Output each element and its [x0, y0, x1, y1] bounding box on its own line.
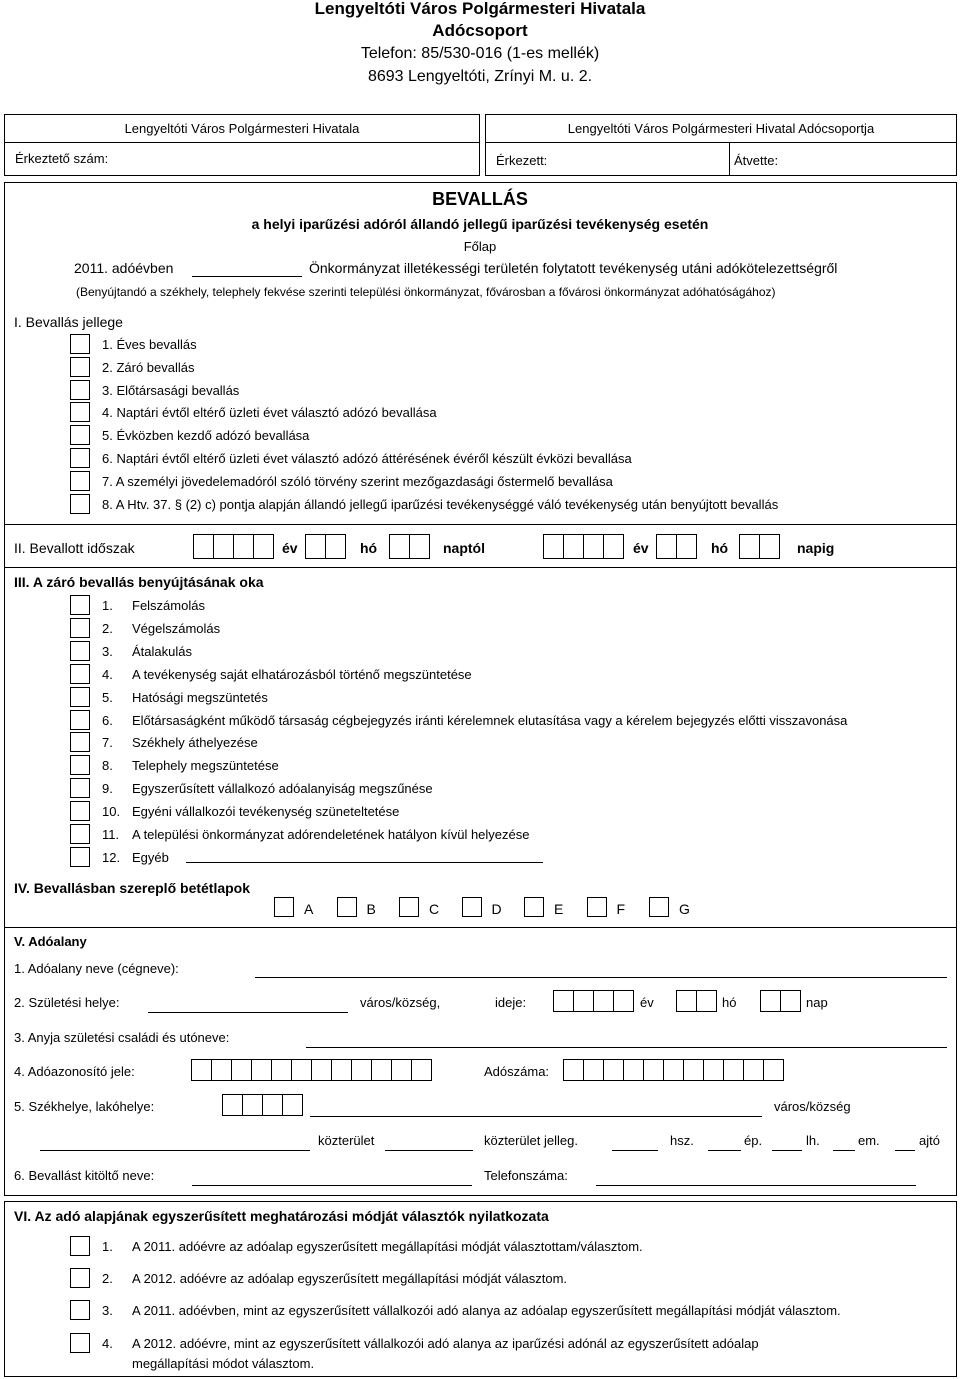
period-from-day-cells[interactable]	[389, 534, 429, 559]
attachment-sheet-label: F	[616, 901, 626, 917]
section3-title: III. A záró bevallás benyújtásának oka	[14, 574, 264, 590]
tax-year-label: 2011. adóévben	[74, 260, 174, 276]
closing-reason-checkbox[interactable]	[70, 824, 90, 844]
birth-day-label: nap	[806, 995, 828, 1010]
section6-title: VI. Az adó alapjának egyszerűsített meghatározási módját választók nyilatkozata	[14, 1208, 549, 1224]
closing-reason-number: 8.	[102, 758, 113, 774]
closing-reason-number: 3.	[102, 643, 113, 659]
closing-reason-label: Átalakulás	[132, 643, 192, 659]
declaration-type-checkbox[interactable]	[70, 425, 90, 445]
floor-field[interactable]	[833, 1150, 855, 1151]
phone-label: Telefonszáma:	[484, 1168, 568, 1183]
declaration-type-label: 1. Éves bevallás	[102, 337, 197, 352]
period-to-year-cells[interactable]	[543, 534, 623, 559]
birthdate-label: ideje:	[495, 995, 527, 1010]
birth-year-cells[interactable]	[553, 990, 633, 1012]
attachment-sheet-label: A	[304, 901, 314, 917]
simplified-method-checkbox[interactable]	[70, 1268, 90, 1288]
closing-reason-label: Előtársaságként működő társaság cégbejegyzés iránti kérelemnek elutasítása vagy a kérelem bejegyzés előtti visszavonása	[132, 712, 848, 728]
form-subtitle: a helyi iparűzési adóról állandó jellegű iparűzési tevékenység esetén	[251, 216, 709, 232]
simplified-method-label: A 2011. adóévre az adóalap egyszerűsített megállapítási módját választottam/választom.	[132, 1239, 643, 1254]
mother-name-label: 3. Anyja születési családi és utóneve:	[14, 1030, 230, 1045]
staircase-field[interactable]	[772, 1150, 802, 1151]
birthplace-label: 2. Születési helye:	[14, 995, 120, 1010]
floor-label: em.	[858, 1133, 880, 1148]
closing-reason-number: 7.	[102, 735, 113, 751]
declaration-type-checkbox[interactable]	[70, 494, 90, 514]
declaration-type-checkbox[interactable]	[70, 334, 90, 354]
door-field[interactable]	[895, 1150, 915, 1151]
attachment-sheet-label: C	[429, 901, 440, 917]
section2-title: II. Bevallott időszak	[14, 540, 135, 556]
office-department: Adócsoport	[432, 21, 528, 40]
closing-reason-checkbox[interactable]	[70, 618, 90, 638]
simplified-method-number: 3.	[102, 1303, 113, 1318]
declaration-type-label: 4. Naptári évtől eltérő üzleti évet választó adózó bevallása	[102, 405, 437, 421]
simplified-method-checkbox[interactable]	[70, 1333, 90, 1353]
filler-name-field[interactable]	[192, 1185, 472, 1186]
closing-reason-checkbox[interactable]	[70, 710, 90, 730]
simplified-method-label: A 2012. adóévre, mint az egyszerűsített vállalkozói adó alanya az iparűzési adónál az egyszerűsített adóalap	[132, 1336, 759, 1351]
tax-number-cells[interactable]	[563, 1059, 783, 1081]
declaration-type-checkbox[interactable]	[70, 448, 90, 468]
attachment-sheet-checkbox[interactable]	[399, 897, 419, 917]
closing-reason-checkbox[interactable]	[70, 732, 90, 752]
closing-reason-checkbox[interactable]	[70, 778, 90, 798]
taxpayer-name-field[interactable]	[255, 977, 947, 978]
closing-reason-checkbox[interactable]	[70, 801, 90, 821]
postal-code-cells[interactable]	[222, 1094, 302, 1116]
tax-year-description: Önkormányzat illetékességi területén folytatott tevékenység utáni adókötelezettségről	[309, 260, 838, 276]
period-to-day-cells[interactable]	[739, 534, 779, 559]
birthplace-field[interactable]	[148, 1012, 348, 1013]
attachment-sheet-checkbox[interactable]	[649, 897, 669, 917]
seat-city-field[interactable]	[310, 1116, 762, 1117]
street-field[interactable]	[40, 1150, 310, 1151]
stamp-left-title: Lengyeltóti Város Polgármesteri Hivatala	[5, 115, 479, 143]
period-from-day-label: naptól	[443, 540, 485, 556]
closing-reason-label: Felszámolás	[132, 598, 205, 613]
attachment-sheet-checkbox[interactable]	[587, 897, 607, 917]
street-type-field[interactable]	[385, 1150, 473, 1151]
simplified-method-label: megállapítási módot választom.	[132, 1356, 315, 1371]
other-reason-field[interactable]	[186, 862, 543, 863]
building-label: ép.	[744, 1133, 763, 1148]
period-from-month-label: hó	[360, 540, 378, 556]
period-to-year-label: év	[633, 540, 649, 556]
period-to-month-cells[interactable]	[656, 534, 696, 559]
attachment-sheet-label: D	[491, 901, 502, 917]
closing-reason-label: Telephely megszüntetése	[132, 758, 279, 774]
form-sheet-name: Főlap	[463, 239, 497, 254]
street-type-label: közterület jelleg.	[484, 1133, 578, 1148]
seat-label: 5. Székhelye, lakóhelye:	[14, 1099, 155, 1114]
closing-reason-checkbox[interactable]	[70, 641, 90, 661]
closing-reason-checkbox[interactable]	[70, 664, 90, 684]
closing-reason-number: 11.	[102, 827, 120, 842]
section4-title: IV. Bevallásban szereplő betétlapok	[14, 880, 251, 896]
attachment-sheet-label: E	[554, 901, 564, 917]
closing-reason-label: Egyszerűsített vállalkozó adóalanyiság megszűnése	[132, 781, 433, 797]
closing-reason-label: Egyéb	[132, 849, 169, 865]
staircase-label: lh.	[806, 1133, 820, 1148]
mother-name-field[interactable]	[306, 1047, 947, 1048]
declaration-type-checkbox[interactable]	[70, 471, 90, 491]
declaration-type-label: 7. A személyi jövedelemadóról szóló törvény szerint mezőgazdasági őstermelő bevallása	[102, 473, 613, 489]
simplified-method-number: 4.	[102, 1336, 113, 1351]
closing-reason-label: Székhely áthelyezése	[132, 735, 258, 751]
taxpayer-name-label: 1. Adóalany neve (cégneve):	[14, 961, 179, 976]
simplified-method-checkbox[interactable]	[70, 1236, 90, 1256]
declaration-type-label: 6. Naptári évtől eltérő üzleti évet választó adózó áttérésének évéről készült évközi bevallása	[102, 451, 632, 466]
attachment-sheet-checkbox[interactable]	[337, 897, 357, 917]
closing-reason-number: 10.	[102, 804, 121, 820]
taken-label: Átvette:	[734, 153, 779, 168]
attachment-sheet-checkbox[interactable]	[524, 897, 544, 917]
declaration-type-label: 5. Évközben kezdő adózó bevallása	[102, 428, 310, 444]
closing-reason-number: 2.	[102, 620, 113, 636]
section5-title: V. Adóalany	[14, 934, 87, 949]
stamp-left-box	[4, 114, 480, 176]
form-title: BEVALLÁS	[432, 189, 528, 209]
simplified-method-checkbox[interactable]	[70, 1300, 90, 1320]
closing-reason-checkbox[interactable]	[70, 595, 90, 615]
closing-reason-number: 6.	[102, 712, 113, 728]
street-label: közterület	[318, 1133, 375, 1148]
section1-title: I. Bevallás jellege	[14, 314, 123, 330]
received-label: Érkezett:	[496, 153, 548, 168]
closing-reason-label: Egyéni vállalkozói tevékenység szüneteltetése	[132, 804, 400, 820]
closing-reason-label: A tevékenység saját elhatározásból történő megszüntetése	[132, 666, 472, 682]
closing-reason-label: Hatósági megszüntetés	[132, 689, 268, 705]
submission-note: (Benyújtandó a székhely, telephely fekvése szerinti települési önkormányzat, fővárosban a fővárosi önkormányzat adóhatóságához)	[76, 285, 776, 299]
phone-field[interactable]	[596, 1185, 916, 1186]
simplified-method-label: A 2012. adóévre az adóalap egyszerűsített megállapítási módját választom.	[132, 1271, 568, 1286]
birthplace-city-label: város/község,	[360, 995, 441, 1010]
birth-day-cells[interactable]	[760, 990, 800, 1012]
office-address: 8693 Lengyeltóti, Zrínyi M. u. 2.	[367, 68, 593, 85]
closing-reason-number: 12.	[102, 849, 121, 865]
birth-year-label: év	[640, 995, 654, 1010]
seat-city-label: város/község	[774, 1099, 851, 1114]
simplified-method-number: 2.	[102, 1271, 113, 1286]
declaration-type-checkbox[interactable]	[70, 357, 90, 377]
attachment-sheet-checkbox[interactable]	[274, 897, 294, 917]
building-field[interactable]	[708, 1150, 741, 1151]
declaration-type-label: 2. Záró bevallás	[102, 359, 195, 375]
stamp-right-box	[485, 114, 957, 176]
filler-name-label: 6. Bevallást kitöltő neve:	[14, 1168, 155, 1183]
closing-reason-checkbox[interactable]	[70, 755, 90, 775]
simplified-method-number: 1.	[102, 1239, 113, 1254]
closing-reason-checkbox[interactable]	[70, 847, 90, 867]
declaration-type-checkbox[interactable]	[70, 402, 90, 422]
period-from-year-cells[interactable]	[193, 534, 273, 559]
birth-month-label: hó	[722, 995, 737, 1010]
closing-reason-number: 9.	[102, 781, 113, 797]
closing-reason-checkbox[interactable]	[70, 687, 90, 707]
tax-id-cells[interactable]	[191, 1059, 431, 1081]
closing-reason-label: Végelszámolás	[132, 620, 221, 636]
office-name: Lengyeltóti Város Polgármesteri Hivatala	[314, 0, 646, 18]
house-number-label: hsz.	[670, 1133, 694, 1148]
house-number-field[interactable]	[612, 1150, 658, 1151]
declaration-type-label: 3. Előtársasági bevallás	[102, 382, 240, 398]
door-label: ajtó	[919, 1133, 940, 1148]
birth-month-cells[interactable]	[676, 990, 716, 1012]
office-phone: Telefon: 85/530-016 (1-es mellék)	[360, 45, 600, 62]
declaration-type-label: 8. A Htv. 37. § (2) c) pontja alapján állandó jellegű iparűzési tevékenységgé váló tevékenység után benyújtott bevallás	[102, 496, 779, 512]
declaration-type-checkbox[interactable]	[70, 380, 90, 400]
tax-number-label: Adószáma:	[484, 1064, 550, 1079]
attachment-sheet-checkbox[interactable]	[462, 897, 482, 917]
filing-number-label: Érkeztető szám:	[15, 151, 109, 166]
closing-reason-label: A települési önkormányzat adórendeletének hatályon kívül helyezése	[132, 827, 530, 842]
attachment-sheet-label: B	[366, 901, 376, 917]
stamp-right-title: Lengyeltóti Város Polgármesteri Hivatal Adócsoportja	[486, 115, 956, 143]
simplified-method-label: A 2011. adóévben, mint az egyszerűsített vállalkozói adó alanya az adóalap egyszerűsített megállapítási módját választom.	[132, 1303, 841, 1318]
attachment-sheet-label: G	[679, 901, 690, 917]
municipality-field[interactable]	[192, 276, 302, 277]
period-to-day-label: napig	[797, 540, 835, 556]
tax-id-label: 4. Adóazonosító jele:	[14, 1064, 135, 1079]
period-to-month-label: hó	[711, 540, 729, 556]
closing-reason-number: 5.	[102, 689, 113, 705]
period-from-month-cells[interactable]	[305, 534, 345, 559]
period-from-year-label: év	[282, 540, 298, 556]
closing-reason-number: 4.	[102, 666, 113, 682]
closing-reason-number: 1.	[102, 598, 113, 613]
